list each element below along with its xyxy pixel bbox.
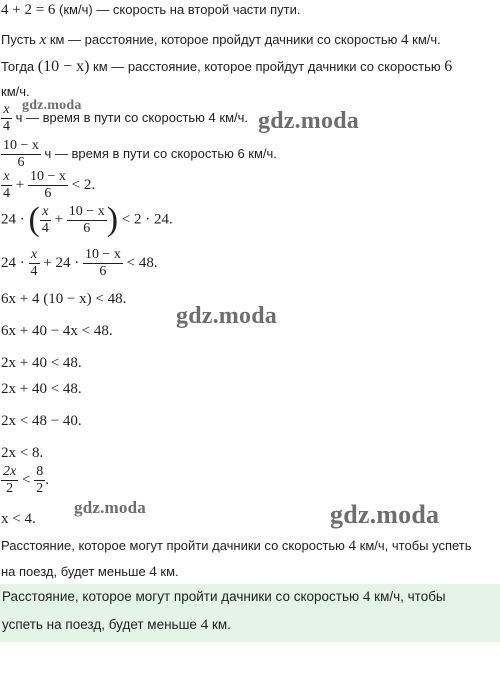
operator: + 24 · bbox=[39, 254, 83, 271]
period: . bbox=[45, 471, 49, 488]
line-then-wrap bbox=[1, 84, 30, 99]
denominator: 6 bbox=[28, 185, 68, 201]
numerator: 10 − x bbox=[68, 203, 105, 219]
text: Расстояние, которое могут пройти дачники со скоростью bbox=[2, 589, 363, 604]
text: Пусть bbox=[1, 32, 40, 47]
denominator: 2 bbox=[36, 481, 44, 496]
text: (км/ч) — скорость на второй части пути. bbox=[55, 2, 301, 17]
inequality-rest: < 48. bbox=[122, 254, 158, 271]
watermark: gdz.moda bbox=[330, 500, 440, 529]
denominator: 6 bbox=[1, 154, 41, 170]
equation-6: 2x + 40 < 48. bbox=[1, 355, 82, 371]
equation-7: 2x + 40 < 48. bbox=[1, 381, 82, 397]
denominator: 4 bbox=[3, 186, 10, 201]
fraction bbox=[29, 248, 40, 279]
equation-5: 6x + 40 − 4x < 48. bbox=[1, 323, 113, 339]
fraction bbox=[83, 248, 123, 279]
text: Тогда bbox=[1, 59, 38, 74]
numerator: 10 − x bbox=[29, 169, 66, 184]
operator: < bbox=[18, 471, 35, 488]
inequality-rest: < 2 · 24. bbox=[118, 211, 173, 228]
text: Расстояние, которое могут пройти дачники со скоростью bbox=[1, 538, 349, 553]
denominator: 4 bbox=[3, 119, 10, 134]
math-number: 4 bbox=[348, 538, 357, 554]
watermark: gdz.moda bbox=[258, 108, 359, 134]
text: ч — время в пути со скоростью 4 км/ч. bbox=[12, 109, 249, 125]
numerator: x bbox=[3, 102, 10, 117]
watermark: gdz.moda bbox=[176, 303, 277, 329]
line-let-x bbox=[1, 32, 441, 49]
text: км/ч. bbox=[408, 32, 441, 47]
equation-2 bbox=[1, 203, 173, 237]
equation-1 bbox=[1, 170, 95, 201]
answer-line-1 bbox=[2, 589, 446, 606]
math-number: 4 bbox=[362, 589, 371, 605]
denominator: 4 bbox=[41, 220, 49, 236]
left-paren: ( bbox=[28, 201, 40, 238]
equation-8: 2x < 48 − 40. bbox=[1, 413, 82, 429]
answer-line-2 bbox=[2, 617, 231, 634]
math-expression: 4 + 2 = 6 bbox=[1, 2, 56, 18]
denominator: 4 bbox=[30, 264, 38, 279]
line-speed-second-part bbox=[1, 2, 301, 19]
conclusion-line-1 bbox=[1, 538, 472, 555]
text: на поезд, будет меньше bbox=[1, 564, 150, 579]
right-paren: ) bbox=[106, 201, 119, 238]
fraction bbox=[67, 205, 107, 236]
numerator: 8 bbox=[36, 464, 44, 479]
text: км/ч, чтобы bbox=[370, 589, 446, 604]
equation-11: x < 4. bbox=[1, 511, 36, 527]
text: км/ч, чтобы успеть bbox=[356, 538, 472, 553]
equation-9: 2x < 8. bbox=[1, 445, 44, 461]
denominator: 2 bbox=[1, 480, 18, 496]
operator: + bbox=[50, 211, 67, 228]
fraction bbox=[28, 170, 68, 201]
conclusion-line-2 bbox=[1, 564, 179, 581]
numerator: 2x bbox=[3, 464, 17, 479]
equation-4: 6x + 4 (10 − x) < 48. bbox=[1, 291, 127, 307]
math-number: 4 bbox=[149, 564, 157, 580]
math-number: 6 bbox=[444, 58, 453, 75]
denominator: 6 bbox=[67, 220, 107, 236]
numerator: 10 − x bbox=[84, 247, 121, 262]
text: ч — время в пути со скоростью 6 км/ч. bbox=[40, 145, 277, 161]
fraction bbox=[1, 170, 12, 201]
equation-10 bbox=[1, 465, 49, 496]
fraction bbox=[40, 205, 51, 236]
watermark: gdz.moda bbox=[74, 498, 146, 517]
text: км. bbox=[156, 564, 179, 579]
inequality-rest: < 2. bbox=[67, 176, 96, 193]
text: км — расстояние, которое пройдут дачники со скоростью bbox=[89, 59, 445, 74]
text: км. bbox=[208, 617, 231, 632]
answer-box bbox=[0, 584, 500, 642]
factor: 24 · bbox=[1, 254, 29, 271]
operator: + bbox=[12, 176, 28, 193]
math-variable: x bbox=[39, 32, 47, 48]
text: км — расстояние, которое пройдут дачники со скоростью bbox=[46, 32, 402, 47]
line-then-10-minus-x bbox=[1, 58, 452, 76]
fraction bbox=[1, 103, 12, 134]
numerator: x bbox=[42, 203, 49, 219]
watermark: gdz.moda bbox=[22, 98, 82, 113]
numerator: x bbox=[3, 169, 10, 184]
math-number: 4 bbox=[401, 32, 409, 48]
factor: 24 · bbox=[1, 211, 29, 228]
text: км/ч. bbox=[1, 84, 30, 99]
fraction bbox=[34, 465, 45, 496]
text: успеть на поезд, будет меньше bbox=[2, 617, 201, 632]
numerator: x bbox=[30, 247, 38, 262]
denominator: 6 bbox=[83, 263, 123, 279]
math-expression: (10 − x) bbox=[37, 58, 90, 75]
math-number: 4 bbox=[200, 617, 209, 633]
numerator: 10 − x bbox=[3, 138, 39, 153]
line-time-speed-6 bbox=[1, 139, 277, 170]
fraction bbox=[1, 139, 41, 170]
equation-3 bbox=[1, 248, 158, 279]
fraction bbox=[1, 465, 18, 496]
